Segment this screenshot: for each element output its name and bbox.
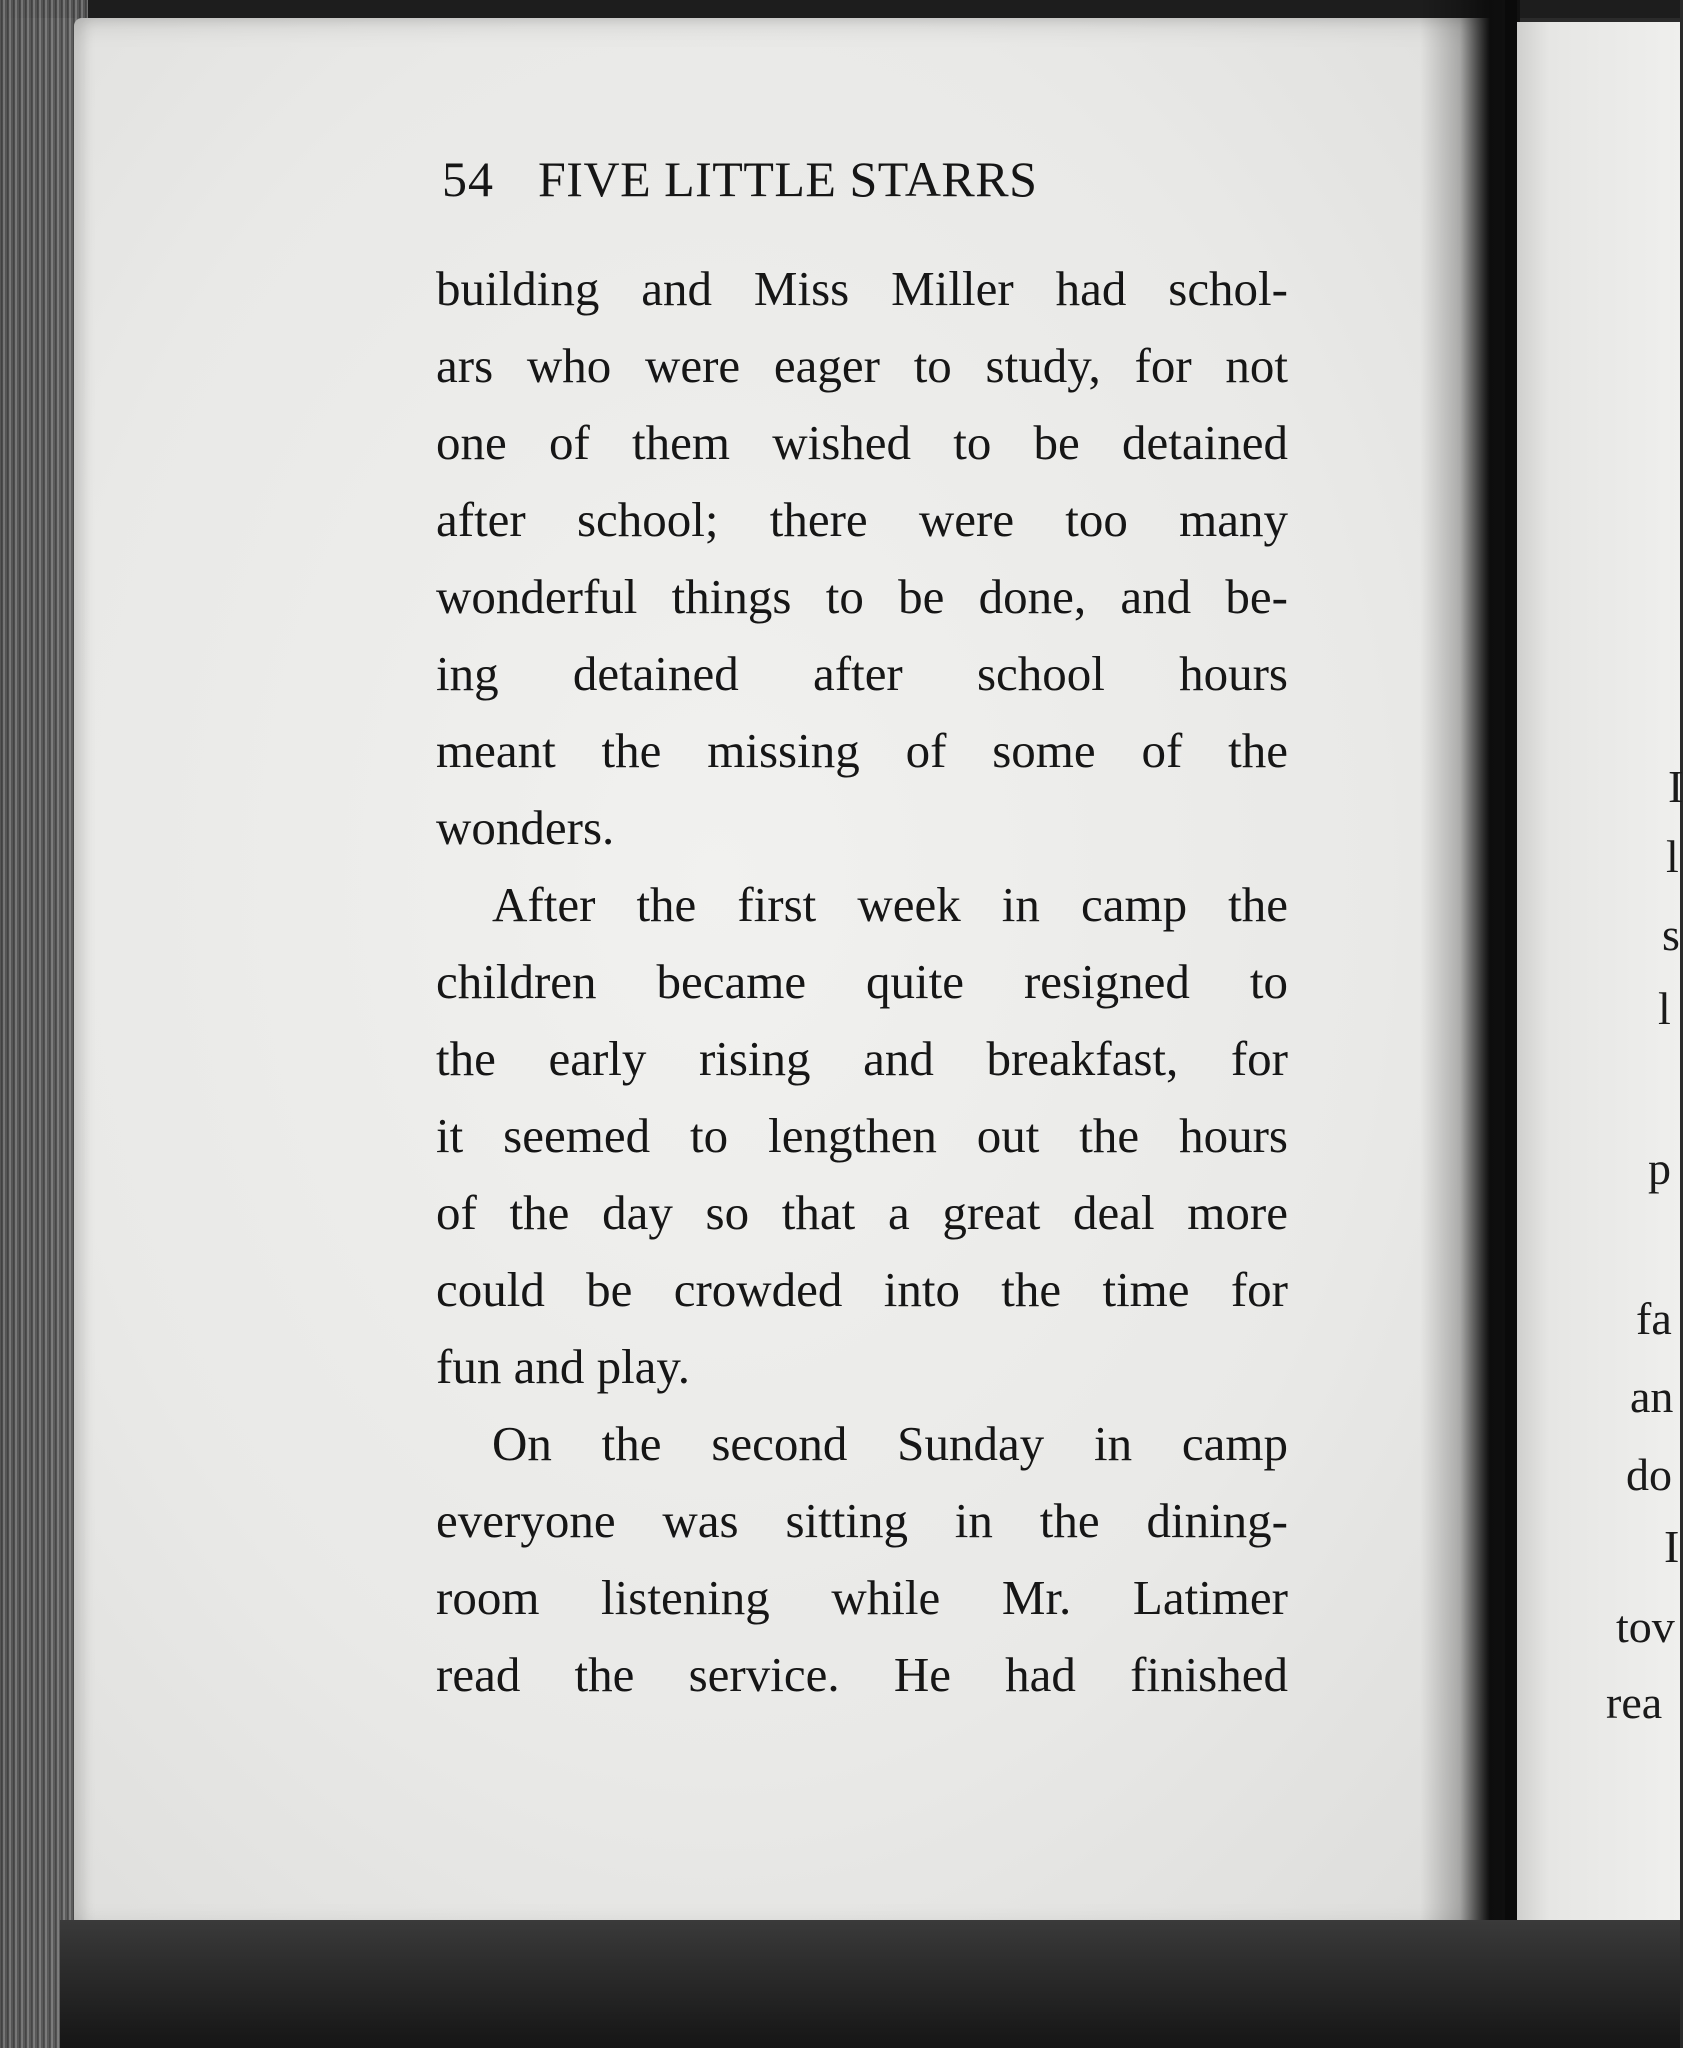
book-spine bbox=[1505, 0, 1517, 2048]
text-line: one of them wished to be detained bbox=[436, 415, 1288, 470]
page-number: 54 bbox=[442, 151, 494, 207]
right-page-fragment: l bbox=[1658, 983, 1671, 1034]
text-line: meant the missing of some of the bbox=[436, 723, 1288, 778]
right-page-fragment: do bbox=[1626, 1449, 1672, 1500]
text-line: read the service. He had finished bbox=[436, 1647, 1288, 1702]
right-page-fragment: tov bbox=[1616, 1601, 1675, 1652]
text-line: building and Miss Miller had schol- bbox=[436, 261, 1288, 316]
book-title: FIVE LITTLE STARRS bbox=[538, 151, 1038, 207]
paragraph-2 bbox=[436, 866, 1288, 1405]
text-line: wonderful things to be done, and be- bbox=[436, 569, 1288, 624]
paragraph-1 bbox=[436, 250, 1288, 866]
text-line: fun and play. bbox=[436, 1339, 690, 1394]
right-page-fragment: fa bbox=[1636, 1293, 1672, 1344]
right-page-fragment: l bbox=[1666, 831, 1679, 882]
text-line: wonders. bbox=[436, 800, 615, 855]
text-line: room listening while Mr. Latimer bbox=[436, 1570, 1288, 1625]
right-page-fragment: an bbox=[1630, 1371, 1674, 1422]
right-page-fragment: I bbox=[1664, 1521, 1680, 1572]
text-line: children became quite resigned to bbox=[436, 954, 1288, 1009]
running-head bbox=[436, 150, 1288, 230]
right-page-fragment: p bbox=[1648, 1143, 1671, 1194]
text-line: After the first week in camp the bbox=[492, 877, 1288, 932]
text-line: could be crowded into the time for bbox=[436, 1262, 1288, 1317]
scan-bottom-shadow bbox=[60, 1920, 1680, 2048]
text-line: ing detained after school hours bbox=[436, 646, 1288, 701]
right-page-fragment: I bbox=[1668, 761, 1683, 812]
text-line: after school; there were too many bbox=[436, 492, 1288, 547]
right-page-fragment: s bbox=[1662, 909, 1680, 960]
text-line: of the day so that a great deal more bbox=[436, 1185, 1288, 1240]
text-line: ars who were eager to study, for not bbox=[436, 338, 1288, 393]
page-text-block bbox=[436, 150, 1288, 1713]
text-line: everyone was sitting in the dining- bbox=[436, 1493, 1288, 1548]
right-page-fragment: rea bbox=[1606, 1677, 1663, 1728]
text-line: it seemed to lengthen out the hours bbox=[436, 1108, 1288, 1163]
paragraph-3 bbox=[436, 1405, 1288, 1713]
text-line: On the second Sunday in camp bbox=[492, 1416, 1288, 1471]
text-line: the early rising and breakfast, for bbox=[436, 1031, 1288, 1086]
body-text bbox=[436, 250, 1288, 1713]
